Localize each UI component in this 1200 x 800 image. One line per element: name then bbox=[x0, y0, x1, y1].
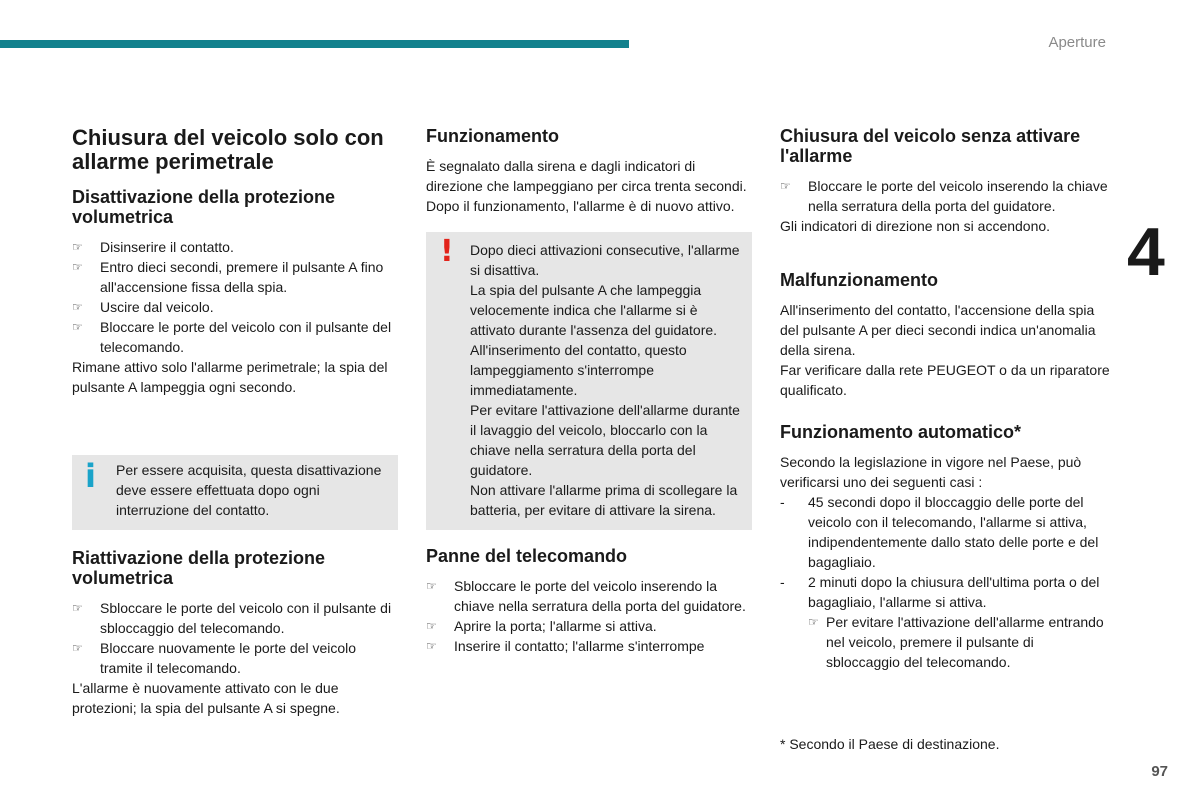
warning-text: Per evitare l'attivazione dell'allarme durante il lavaggio del veicolo, bloccarlo con la chiave nella serratura della porta del guidatore. bbox=[470, 402, 740, 478]
list-item: ☞ Aprire la porta; l'allarme si attiva. bbox=[426, 618, 657, 634]
column-left bbox=[72, 126, 402, 718]
senza-list bbox=[780, 176, 1110, 216]
list-item: ☞ Inserire il contatto; l'allarme s'interrompe bbox=[426, 638, 705, 654]
arrow-bullet-icon: ☞ bbox=[426, 579, 437, 593]
arrow-bullet-icon: ☞ bbox=[72, 641, 83, 655]
heading-disattivazione: Disattivazione della protezione volumetrica bbox=[72, 187, 336, 227]
warning-text: Dopo dieci attivazioni consecutive, l'allarme si disattiva. bbox=[470, 242, 740, 278]
list-item: ☞ Bloccare le porte del veicolo con il pulsante del telecomando. bbox=[72, 319, 392, 355]
section-title: Aperture bbox=[1048, 34, 1106, 51]
list-item: ☞ Sbloccare le porte del veicolo inserendo la chiave nella serratura della porta del guidatore. bbox=[426, 578, 746, 614]
arrow-bullet-icon: ☞ bbox=[808, 615, 819, 629]
page-title: Chiusura del veicolo solo con allarme perimetrale bbox=[72, 125, 384, 174]
warning-text: Non attivare l'allarme prima di scollegare la batteria, per evitare di attivare la sirena. bbox=[470, 482, 738, 518]
heading-malfunzionamento: Malfunzionamento bbox=[780, 270, 938, 290]
senza-note: Gli indicatori di direzione non si accendono. bbox=[780, 218, 1051, 234]
heading-panne: Panne del telecomando bbox=[426, 546, 628, 566]
heading-automatico: Funzionamento automatico* bbox=[780, 422, 1022, 442]
heading-funzionamento: Funzionamento bbox=[426, 126, 559, 146]
warning-icon: ! bbox=[440, 234, 454, 269]
arrow-bullet-icon: ☞ bbox=[72, 300, 83, 314]
list-item: - 2 minuti dopo la chiusura dell'ultima porta o del bagagliaio, l'allarme si attiva. bbox=[780, 574, 1100, 610]
arrow-bullet-icon: ☞ bbox=[780, 179, 791, 193]
info-text: Per essere acquisita, questa disattivazione deve essere effettuata dopo ogni interruzione del contatto. bbox=[116, 462, 382, 518]
disattivazione-note: Rimane attivo solo l'allarme perimetrale; la spia del pulsante A lampeggia ogni secondo. bbox=[72, 359, 388, 395]
column-middle bbox=[426, 126, 752, 656]
arrow-bullet-icon: ☞ bbox=[426, 639, 437, 653]
page-number: 97 bbox=[1151, 763, 1168, 780]
disattivazione-list bbox=[72, 237, 402, 357]
funzionamento-text: Dopo il funzionamento, l'allarme è di nuovo attivo. bbox=[426, 198, 735, 214]
dash-bullet: - bbox=[780, 494, 785, 510]
list-item: ☞ Per evitare l'attivazione dell'allarme entrando nel veicolo, premere il pulsante di sbloccaggio del telecomando. bbox=[808, 614, 1104, 670]
list-item: ☞ Sbloccare le porte del veicolo con il pulsante di sbloccaggio del telecomando. bbox=[72, 600, 392, 636]
warning-text: La spia del pulsante A che lampeggia velocemente indica che l'allarme si è attivato durante l'assenza del guidatore. All'inserimento del contatto, questo lampeggiamento s'interrompe immediatamente. bbox=[470, 282, 718, 398]
heading-riattivazione: Riattivazione della protezione volumetrica bbox=[72, 548, 326, 588]
list-item: ☞ Bloccare nuovamente le porte del veicolo tramite il telecomando. bbox=[72, 640, 357, 676]
automatico-sub-list bbox=[808, 612, 1110, 672]
dash-bullet: - bbox=[780, 574, 785, 590]
funzionamento-text: È segnalato dalla sirena e dagli indicatori di direzione che lampeggiano per circa trenta secondi. bbox=[426, 158, 747, 194]
chapter-number: 4 bbox=[1127, 214, 1165, 290]
footnote: * Secondo il Paese di destinazione. bbox=[780, 736, 1000, 752]
arrow-bullet-icon: ☞ bbox=[72, 320, 83, 334]
list-item: ☞ Bloccare le porte del veicolo inserendo la chiave nella serratura della porta del guidatore. bbox=[780, 178, 1108, 214]
warning-box bbox=[426, 232, 752, 530]
arrow-bullet-icon: ☞ bbox=[72, 240, 83, 254]
malfunzionamento-text: Far verificare dalla rete PEUGEOT o da un riparatore qualificato. bbox=[780, 362, 1110, 398]
column-right bbox=[780, 126, 1110, 672]
list-item: ☞ Disinserire il contatto. bbox=[72, 239, 234, 255]
automatico-cases bbox=[780, 492, 1110, 612]
header-accent-bar bbox=[0, 40, 629, 48]
automatico-intro: Secondo la legislazione in vigore nel Paese, può verificarsi uno dei seguenti casi : bbox=[780, 454, 1082, 490]
arrow-bullet-icon: ☞ bbox=[72, 260, 83, 274]
panne-list bbox=[426, 576, 752, 656]
info-icon: i bbox=[85, 457, 96, 495]
info-box bbox=[72, 455, 398, 530]
arrow-bullet-icon: ☞ bbox=[72, 601, 83, 615]
arrow-bullet-icon: ☞ bbox=[426, 619, 437, 633]
heading-senza-allarme: Chiusura del veicolo senza attivare l'allarme bbox=[780, 126, 1081, 166]
riattivazione-note: L'allarme è nuovamente attivato con le due protezioni; la spia del pulsante A si spegne. bbox=[72, 680, 340, 716]
riattivazione-list bbox=[72, 598, 402, 678]
list-item: ☞ Entro dieci secondi, premere il pulsante A fino all'accensione fissa della spia. bbox=[72, 259, 384, 295]
list-item: ☞ Uscire dal veicolo. bbox=[72, 299, 214, 315]
malfunzionamento-text: All'inserimento del contatto, l'accensione della spia del pulsante A per dieci secondi indica un'anomalia della sirena. bbox=[780, 302, 1096, 358]
list-item: - 45 secondi dopo il bloccaggio delle porte del veicolo con il telecomando, l'allarme si attiva, indipendentemente dallo stato delle porte e del bagagliaio. bbox=[780, 494, 1099, 570]
